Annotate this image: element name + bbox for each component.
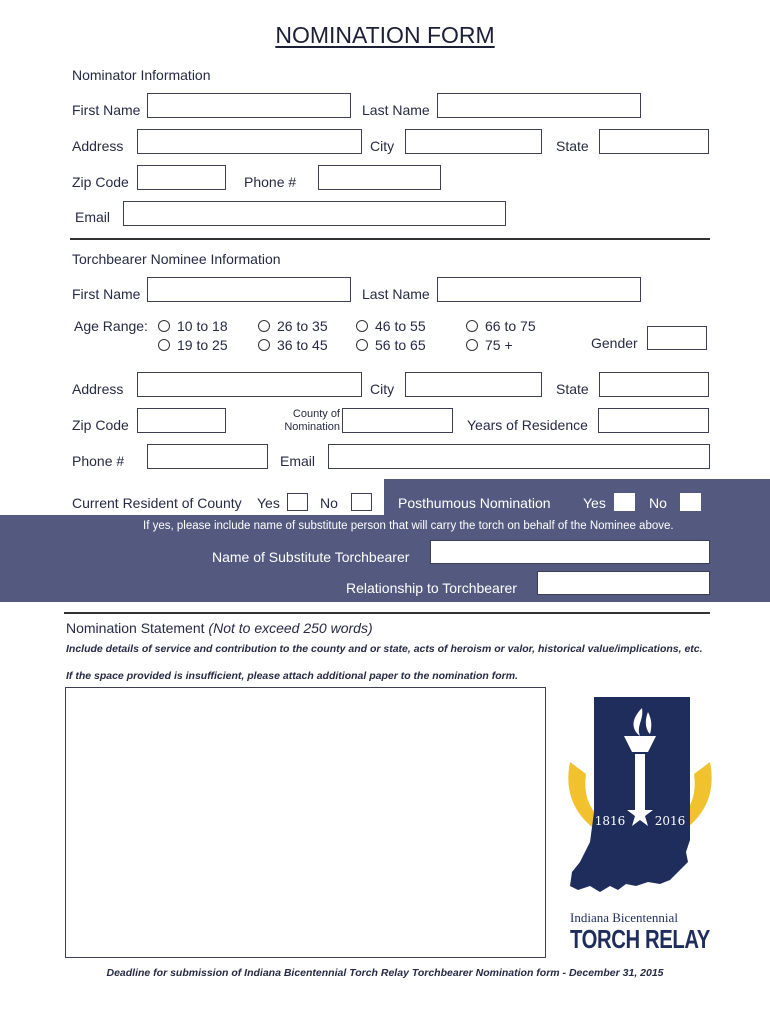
nominee-city-label: City	[370, 381, 395, 397]
radio-circle-icon	[356, 320, 368, 332]
nominator-zip-field[interactable]	[137, 165, 226, 190]
nominee-email-label: Email	[280, 453, 316, 469]
resident-label: Current Resident of County	[72, 495, 242, 511]
nominator-state-label: State	[556, 138, 589, 154]
nominator-email-label: Email	[75, 209, 111, 225]
age-radio-75-plus[interactable]: 75 +	[466, 337, 513, 353]
county-field[interactable]	[342, 408, 453, 433]
nominator-last-name-field[interactable]	[437, 93, 641, 118]
logo-year-start: 1816	[594, 814, 626, 828]
nominator-phone-field[interactable]	[318, 165, 441, 190]
nominator-first-name-field[interactable]	[147, 93, 351, 118]
resident-yes-checkbox[interactable]	[287, 493, 308, 511]
nominator-first-name-label: First Name	[72, 102, 141, 118]
logo-line1: Indiana Bicentennial	[570, 910, 678, 925]
footer-deadline: Deadline for submission of Indiana Bicentennial Torch Relay Torchbearer Nomination form - December 31, 2015	[106, 967, 664, 979]
nominee-state-label: State	[556, 381, 589, 397]
nominee-last-name-field[interactable]	[437, 277, 641, 302]
nominator-address-field[interactable]	[137, 129, 362, 154]
age-radio-26-35[interactable]: 26 to 35	[258, 318, 328, 334]
nominator-heading: Nominator Information	[72, 67, 211, 83]
nominee-zip-label: Zip Code	[72, 417, 129, 433]
statement-limit: (Not to exceed 250 words)	[208, 620, 373, 636]
gender-field[interactable]	[647, 326, 707, 350]
nominee-last-name-label: Last Name	[362, 286, 430, 302]
nominee-phone-label: Phone #	[72, 453, 125, 469]
radio-circle-icon	[466, 339, 478, 351]
statement-details: Include details of service and contribution to the county and or state, acts of heroism or valor, historical value/implications, etc.	[66, 643, 703, 655]
nominee-email-field[interactable]	[328, 444, 710, 469]
nominee-heading: Torchbearer Nominee Information	[72, 251, 281, 267]
nominator-zip-label: Zip Code	[72, 174, 129, 190]
resident-no-checkbox[interactable]	[351, 493, 372, 511]
radio-circle-icon	[158, 339, 170, 351]
nominee-phone-field[interactable]	[147, 444, 268, 469]
age-radio-66-75[interactable]: 66 to 75	[466, 318, 536, 334]
resident-yes-label: Yes	[257, 495, 280, 511]
nominator-email-field[interactable]	[123, 201, 506, 226]
nominator-city-field[interactable]	[405, 129, 542, 154]
nominator-city-label: City	[370, 138, 395, 154]
posthumous-label: Posthumous Nomination	[398, 495, 551, 511]
age-radio-19-25[interactable]: 19 to 25	[158, 337, 228, 353]
nominee-first-name-field[interactable]	[147, 277, 351, 302]
statement-attach: If the space provided is insufficient, please attach additional paper to the nomination form.	[66, 670, 518, 682]
radio-circle-icon	[258, 339, 270, 351]
posthumous-no-label: No	[649, 495, 667, 511]
years-label: Years of Residence	[467, 417, 588, 433]
nominee-address-label: Address	[72, 381, 124, 397]
age-radio-46-55[interactable]: 46 to 55	[356, 318, 426, 334]
nominator-phone-label: Phone #	[244, 174, 297, 190]
posthumous-yes-label: Yes	[583, 495, 606, 511]
age-radio-10-18[interactable]: 10 to 18	[158, 318, 228, 334]
nominee-address-field[interactable]	[137, 372, 362, 397]
nominator-last-name-label: Last Name	[362, 102, 430, 118]
radio-circle-icon	[258, 320, 270, 332]
nominee-zip-field[interactable]	[137, 408, 226, 433]
relationship-label: Relationship to Torchbearer	[346, 580, 517, 596]
radio-circle-icon	[356, 339, 368, 351]
substitute-field[interactable]	[430, 540, 710, 564]
statement-textarea[interactable]	[65, 687, 546, 958]
section-divider	[70, 238, 710, 240]
posthumous-note: If yes, please include name of substitute person that will carry the torch on behalf of the Nominee above.	[143, 520, 674, 532]
nominator-state-field[interactable]	[599, 129, 709, 154]
age-radio-56-65[interactable]: 56 to 65	[356, 337, 426, 353]
radio-circle-icon	[466, 320, 478, 332]
nominee-state-field[interactable]	[599, 372, 709, 397]
logo-year-end: 2016	[654, 814, 686, 828]
resident-no-label: No	[320, 495, 338, 511]
posthumous-no-checkbox[interactable]	[680, 493, 701, 511]
county-label: County of Nomination	[284, 408, 340, 433]
logo-line2: TORCH RELAY	[570, 924, 710, 954]
gender-label: Gender	[591, 335, 638, 351]
page-title: NOMINATION FORM	[275, 22, 495, 48]
statement-heading: Nomination Statement (Not to exceed 250 words)	[66, 620, 373, 636]
substitute-label: Name of Substitute Torchbearer	[212, 549, 410, 565]
age-radio-36-45[interactable]: 36 to 45	[258, 337, 328, 353]
nominator-address-label: Address	[72, 138, 124, 154]
radio-circle-icon	[158, 320, 170, 332]
relationship-field[interactable]	[537, 571, 710, 595]
nominee-first-name-label: First Name	[72, 286, 141, 302]
nominee-city-field[interactable]	[405, 372, 542, 397]
posthumous-yes-checkbox[interactable]	[614, 493, 635, 511]
age-range-label: Age Range:	[74, 318, 148, 334]
years-field[interactable]	[598, 408, 709, 433]
statement-divider	[64, 612, 710, 614]
